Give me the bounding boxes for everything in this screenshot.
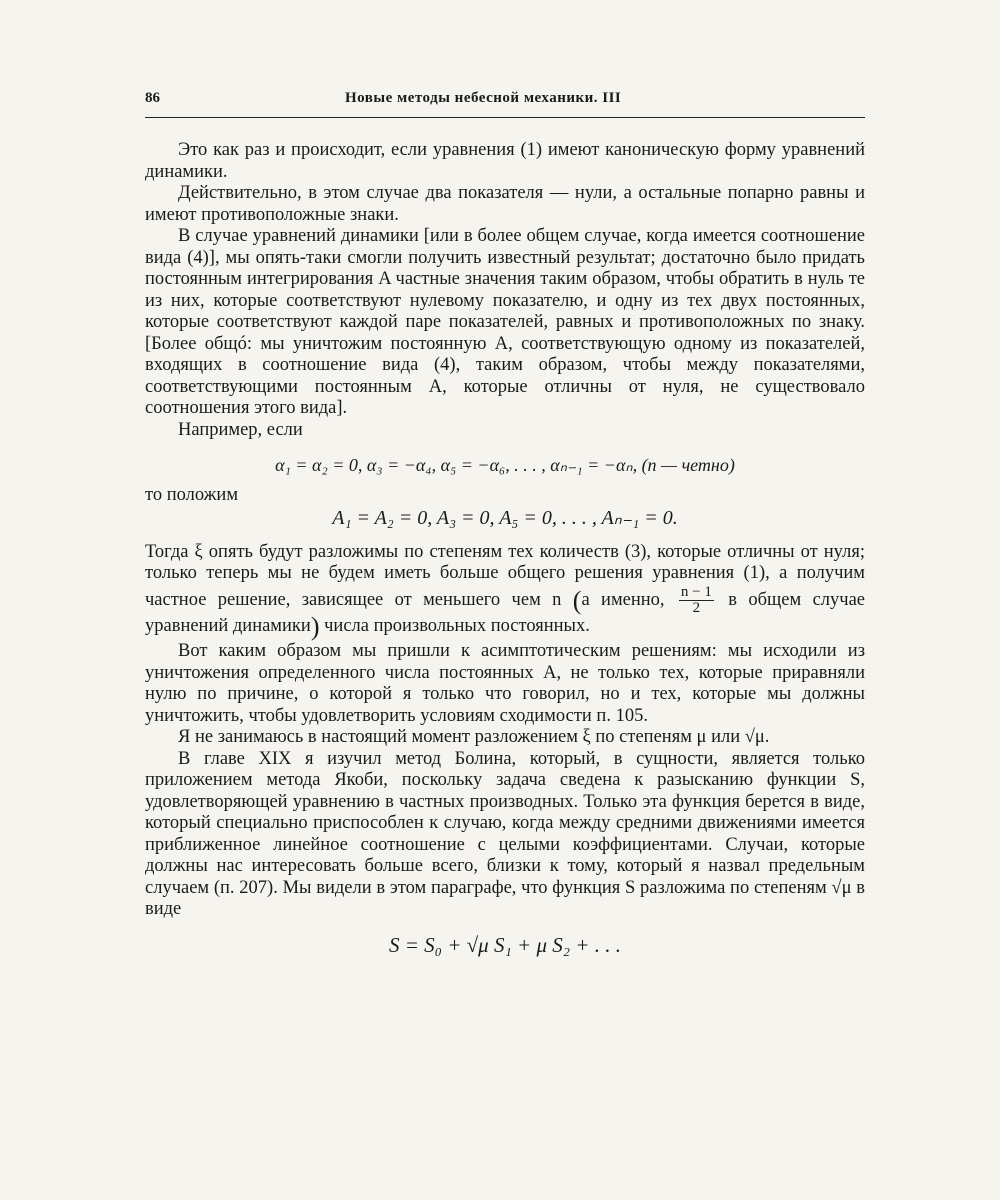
header-rule	[145, 117, 865, 118]
paragraph-4: Например, если	[178, 419, 303, 440]
paragraph-8: В главе XIX я изучил метод Болина, который, в сущности, является только приложением метода Якоби, поскольку задача сведена к разысканию функции S, удовлетворяющей уравнению в частных производных. Только эта функция берется в виде, который специально приспособлен к случаю, когда между средними движениями имеется приближенное линейное соотношение с целыми коэффициентами. Случаи, которые должны нас интересовать больше всего, близки к тому, который я назвал предельным случаем (п. 207). Мы видели в этом параграфе, что функция S разложима по степеням √μ в виде	[145, 748, 865, 919]
page-body	[145, 140, 865, 956]
page-number: 86	[145, 90, 160, 106]
p5-after-frac: в общем случае уравнений динамики	[145, 589, 865, 636]
paragraph-3: В случае уравнений динамики [или в более общем случае, когда имеется соотношение вида (4)], мы опять-таки смогли получить известный результат; достаточно было придать постоянным интегрирования A частные значения таким образом, чтобы обратить в нуль те из них, которые соответствуют нулевому показателю, и одну из тех двух постоянных, которые соответствуют каждой паре показателей, равных и противоположных по знаку. [Более общó: мы уничтожим постоянную A, соответствующую одному из показателей, входящих в соотношение вида (4), таким образом, чтобы между показателями, соответствующими постоянным A, которые отличны от нуля, не существовало соотношения этого вида].	[145, 226, 865, 418]
paren-open: (	[572, 585, 582, 615]
lead-text: то положим	[145, 484, 239, 505]
fraction-n-minus-1-over-2	[679, 585, 714, 616]
running-title: Новые методы небесной механики. III	[345, 90, 622, 106]
p5-a-imenno: а именно,	[581, 589, 665, 610]
paragraph-7: Я не занимаюсь в настоящий момент разложением ξ по степеням μ или √μ.	[178, 727, 770, 747]
equation-alpha: α₁ = α₂ = 0, α₃ = −α₄, α₅ = −α₆, . . . , αₙ₋₁ = −αₙ, (n — четно)	[275, 455, 735, 475]
fraction-numerator: n − 1	[680, 583, 712, 600]
p5-before: Тогда ξ опять будут разложимы по степеням тех количеств (3), которые отличны от нуля; только теперь мы не будем иметь больше общего решения уравнения (1), а получим частное решение, зависящее от меньшего чем n	[145, 541, 865, 610]
paragraph-2: Действительно, в этом случае два показателя — нули, а остальные попарно равны и имеют противоположные знаки.	[145, 183, 865, 225]
paragraph-5	[145, 541, 865, 641]
paren-close: )	[310, 611, 320, 641]
paragraph-6: Вот каким образом мы пришли к асимптотическим решениям: мы исходили из уничтожения определенного числа постоянных A, не только тех, которые приравняли нулю по причине, о которой я только что говорил, но и тех, которые мы должны уничтожить, чтобы удовлетворить условиям сходимости п. 105.	[145, 641, 865, 726]
equation-a-constants: A₁ = A₂ = 0, A₃ = 0, A₅ = 0, . . . , Aₙ₋₁ = 0.	[332, 507, 678, 529]
fraction-denominator: 2	[692, 599, 701, 616]
paragraph-1: Это как раз и происходит, если уравнения (1) имеют каноническую форму уравнений динамики.	[145, 140, 865, 182]
p5-tail: числа произвольных постоянных.	[324, 615, 590, 636]
equation-s-expansion: S = S₀ + √μ S₁ + μ S₂ + . . .	[389, 932, 621, 957]
page-header	[145, 90, 865, 114]
